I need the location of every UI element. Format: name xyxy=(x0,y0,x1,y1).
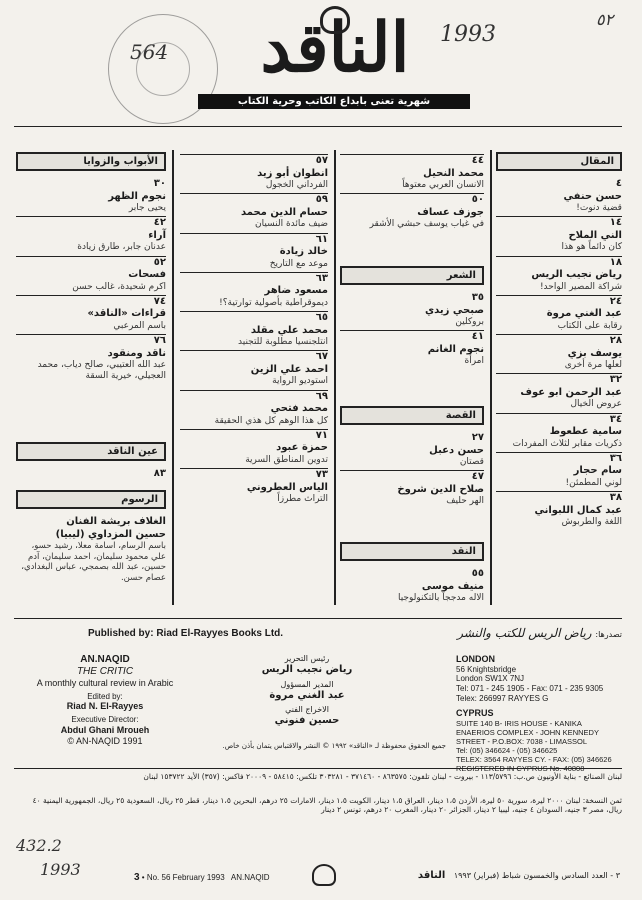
toc-entry: ٣٢ عبد الرحمن ابو عوف عروض الخيال xyxy=(496,374,622,413)
toc-entry: ٥٩ حسام الدين محمد ضيف مائدة النسيان xyxy=(180,194,328,233)
ain-page-number: ٨٣ xyxy=(153,468,166,479)
toc-column-abwab xyxy=(16,178,166,383)
toc-entry: ٢٤ عبد الغني مروة رقابة على الكتاب xyxy=(496,296,622,335)
toc-entry: ٦٥ محمد علي مقلد انتلجنسيا مطلوبة للتجنيد xyxy=(180,312,328,351)
toc-entry: ٧١ حمزة عبود تدوين المناطق السرية xyxy=(180,430,328,469)
staff-ar: رئيس التحرير رياض نجيب الريس المدير المسؤول عبد الغني مروة الاخراج الفني حسين فنوني xyxy=(261,654,353,726)
toc-entry: ١٤ الني الملاح كان دائماً هو هذا xyxy=(496,217,622,256)
toc-entry: ٣٥ صبحي زيدي بروكلين xyxy=(340,292,484,331)
masthead-info: AN.NAQID THE CRITIC A monthly cultural review in Arabic Edited by: Riad N. El-Rayyes Executive Director: Abdul Ghani Mroueh © AN-NAQID 1991 xyxy=(36,654,174,746)
toc-entry: ٦٣ مسعود ضاهر ديموقراطية بأصولية توارتية؟! xyxy=(180,273,328,312)
publisher-ar: تصدرها: رياض الريس للكتب والنشر xyxy=(457,626,622,640)
publisher-en: Published by: Riad El-Rayyes Books Ltd. xyxy=(88,628,284,639)
rusum-credits: الغلاف بريشة الفنان حسين المزداوي (ليبيا) باسم الرسام، اسامة معلا، رشيد حسو، علي محمود سليمان، احمد سليمان، آدم حسين، عبد الله بصمجي، عباس البغدادي، عصام حسن. xyxy=(21,516,166,583)
toc-column-naqd xyxy=(340,568,484,604)
toc-entry: ٥٠ جوزف عساف في غياب يوسف حبشي الأشقر xyxy=(369,194,484,230)
handwritten-corner: ٥٢ xyxy=(596,10,614,29)
toc-column-3 xyxy=(180,152,328,505)
header-rule xyxy=(14,126,622,127)
rights-line: جميع الحقوق محفوظة لـ «الناقد» ١٩٩٢ © النشر والاقتباس يتمان بأذن خاص. xyxy=(222,742,446,750)
handwritten-code: 564 xyxy=(130,40,169,64)
toc-entry: ٣٠ نجوم الظهر يحيى جابر xyxy=(16,178,166,217)
toc-entry: ٧٤ قراءات «الناقد» باسم المرعبي xyxy=(16,296,166,335)
column-divider xyxy=(334,150,336,605)
cover-prices: ثمن النسخة: لبنان ٢٠٠٠ ليرة، سورية ٥٠ ليرة، الأردن ١،٥ دينار، العراق ١،٥ دينار، الكويت ١،٥ دينار، الامارات ٢٥ درهم، البحرين ١،٥ دينار، قطر ٢٥ ريال، السعودية ٢٥ ريال، الجمهورية اليمنية ٤٠ ريال، مصر ٣ جنيه، السودان ٤ جنيه، ليبيا ٢ دينار، الجزائر ٢٠ دينار، المغرب ٢٠ درهم، تونس ٢ دينار xyxy=(32,796,622,815)
handwritten-bottom-2: 1993 xyxy=(40,860,81,879)
masthead-logo: الناقد xyxy=(260,8,410,88)
toc-column-qissa xyxy=(340,432,484,508)
section-header-ain: عين الناقد xyxy=(16,442,166,461)
section-header-abwab: الأبواب والزوايا xyxy=(16,152,166,171)
section-header-qissa: القصة xyxy=(340,406,484,425)
toc-entry: ٦٩ محمد فتحي كل هذا الوهم كل هذي الحقيقة xyxy=(180,391,328,430)
toc-entry: ٤٢ آراء عدنان جابر، طارق زيادة xyxy=(16,217,166,256)
toc-entry: ٤٤ محمد النحيل الانسان العربي معتوهاً xyxy=(340,154,484,194)
office-cyprus: CYPRUS SUITE 140 B- IRIS HOUSE - KANIKA ENAERIOS COMPLEX - JOHN KENNEDY STREET - P.O.BOX: 7038 - LIMASSOL Tel: (05) 346624 - (05) 346625 TELEX: 3564 RAYYES CY. - FAX: (05) 346626 xyxy=(456,708,612,764)
section-header-maqal: المقال xyxy=(496,152,622,171)
toc-entry: ٢٨ يوسف بزي لعلها مرة أخرى xyxy=(496,335,622,374)
footer-logo-icon xyxy=(312,864,336,886)
section-header-rusum: الرسوم xyxy=(16,490,166,509)
toc-entry: ٤١ نجوم الغانم امرأة xyxy=(427,331,484,367)
section-header-shiir: الشعر xyxy=(340,266,484,285)
toc-entry: ١٨ رياض نجيب الريس شراكة المصير الواحد! xyxy=(496,257,622,296)
toc-column-2 xyxy=(340,152,484,231)
toc-entry: ٤ حسن حنفي قضية دنوت! xyxy=(496,178,622,217)
column-divider xyxy=(490,150,492,605)
toc-entry: ٦٧ احمد علي الزين استوديو الرواية xyxy=(180,351,328,390)
toc-entry: ٥٢ فسحات اكرم شحيدة، غالب حسن xyxy=(16,257,166,296)
footer-right: ٣ - العدد السادس والخمسون شباط (فبراير) ١٩٩٣ الناقد xyxy=(417,870,620,881)
toc-entry: ٤٧ صلاح الدين شروخ الهر حليف xyxy=(397,471,484,507)
toc-entry: ٧٣ الياس العطروني التراث مطرزاً xyxy=(246,469,328,504)
toc-entry: ٥٥ منيف موسى الاله مدججاً بالتكنولوجيا xyxy=(397,568,484,603)
toc-entry: ٣٤ سامية عطعوط ذكريات مقابر لثلاث المفردات xyxy=(496,414,622,453)
handwritten-bottom-1: 432.2 xyxy=(16,836,62,855)
toc-entry: ٥٧ انطوان أبو زيد الفرداني الخجول xyxy=(180,154,328,194)
section-header-naqd: النقد xyxy=(340,542,484,561)
toc-column-maqal xyxy=(496,178,622,528)
masthead-tagline: شهرية تعنى بابداع الكاتب وحرية الكتاب xyxy=(198,94,470,109)
footer-left: 3 • No. 56 February 1993 AN.NAQID xyxy=(134,872,270,883)
column-divider xyxy=(172,150,174,605)
handwritten-year: 1993 xyxy=(440,22,496,47)
toc-entry: ٦١ خالد زيادة موعد مع التاريخ xyxy=(180,234,328,273)
toc-column-shiir xyxy=(340,292,484,368)
toc-entry: ٧٦ ناقد ومنقود عبد الله العتيبي، صالح دياب، محمد العجيلي، خيرية السقة xyxy=(37,335,166,382)
info-top-rule xyxy=(14,618,622,619)
office-london: LONDON 56 Knightsbridge London SW1X 7NJ Tel: 071 - 245 1905 - Fax: 071 - 235 9305 Telex: 266997 RAYYES G xyxy=(456,654,604,703)
toc-entry: ٢٧ حسن دعبل قصتان xyxy=(340,432,484,471)
logo-emblem-icon xyxy=(320,6,350,34)
toc-entry: ٣٨ عبد كمال اللبواني اللغة والطربوش xyxy=(534,492,622,527)
library-stamp-inner xyxy=(136,42,190,96)
lebanon-rule xyxy=(14,768,622,769)
toc-entry: ٣٦ سام حجار لوني المطمئن! xyxy=(496,453,622,492)
lebanon-address: لبنان الصنائع - بناية الأونيون ص.ب: ١١٣/٥٧٩٦ - بيروت - لبنان تلفون: ٨٦٣٥٧٥ - ٣٧١٤٦٠ - ٣٠٣٢٨١ تلكس: ٥٨٤١٥ - ٢٠٠٠٩ فاكس: (٣٥٧) الأيد ١٥٣٧٢٢ لبنان xyxy=(143,772,622,781)
